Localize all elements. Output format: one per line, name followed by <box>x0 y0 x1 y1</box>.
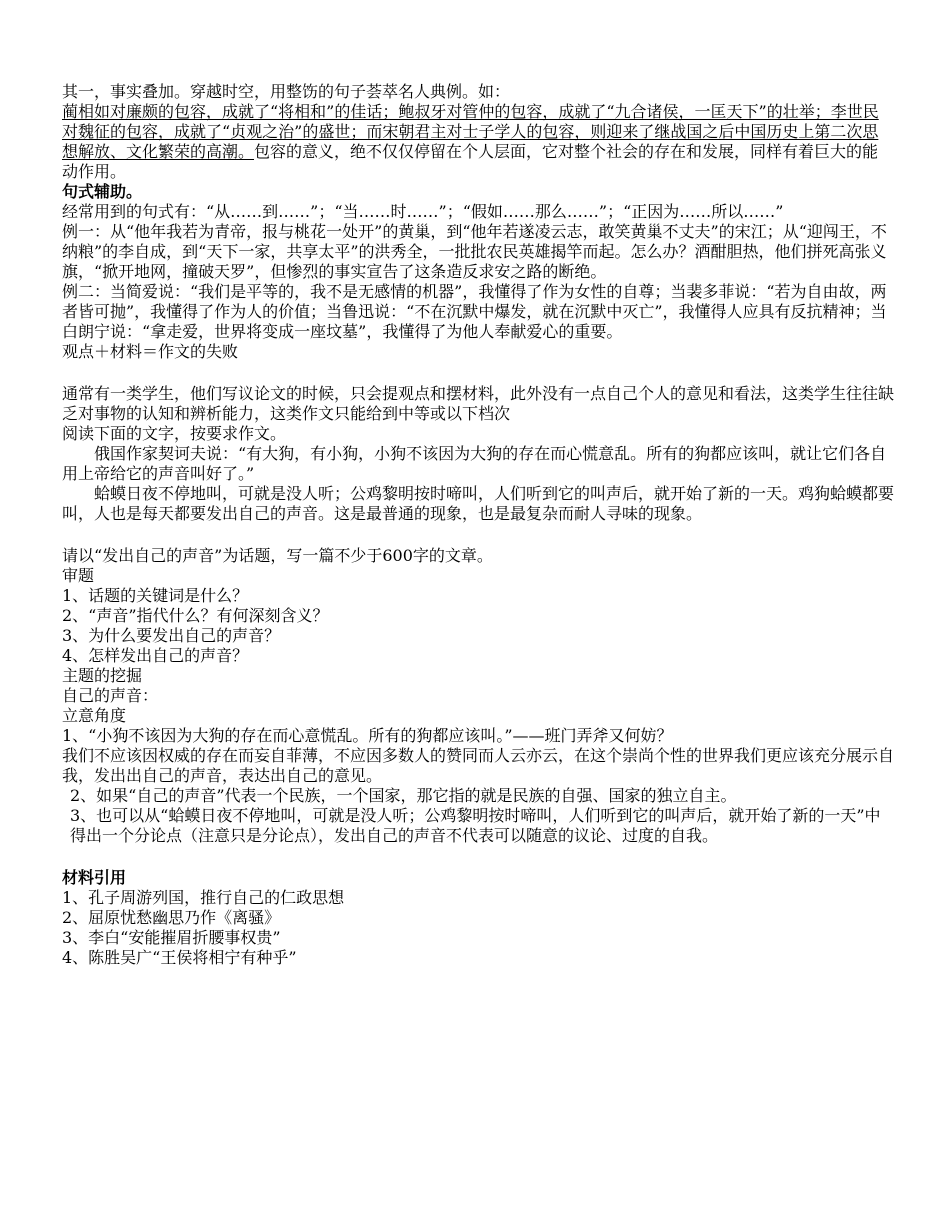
material-3: 3、李白“安能摧眉折腰事权贵” <box>62 928 281 947</box>
heading-material: 材料引用 <box>62 868 127 887</box>
material-4: 4、陈胜吴广“王侯将相宁有种乎” <box>62 948 297 967</box>
heading-sentence-patterns: 句式辅助。 <box>62 182 143 201</box>
heading-angle: 立意角度 <box>62 706 127 725</box>
example-one: 例一：从“他年我若为青帝，报与桃花一处开”的黄巢，到“他年若遂凌云志，敢笑黄巢不丈夫”的宋江；从“迎闯王，不纳粮”的李自成，到“天下一家，共享太平”的洪秀全，一批批农民英雄揭竿而起。怎么办？酒酣胆热，他们拼死高张义旗，“掀开地网，撞破天罗”，但惨烈的事实宣告了这条造反求安之路的断绝。 <box>62 222 887 281</box>
angle-3: 3、也可以从“蛤蟆日夜不停地叫，可就是没人听；公鸡黎明按时啼叫，人们听到它的叫声后，就开始了新的一天”中得出一个分论点（注意只是分论点），发出自己的声音不代表可以随意的议论、过度的自我。 <box>70 806 881 845</box>
paragraph-examples <box>62 102 894 182</box>
paragraph-sentence-patterns: 经常用到的句式有：“从……到……”；“当……时……”；“假如……那么……”；“正因为……所以……” <box>62 202 784 221</box>
own-voice-label: 自己的声音： <box>62 686 159 705</box>
examples-conclusion: 包容的意义，绝不仅仅停留在个人层面，它对整个社会的存在和发展，同样有着巨大的能动作用。 <box>62 142 879 181</box>
heading-shenti: 审题 <box>62 566 95 585</box>
document-body <box>62 82 894 968</box>
prompt-task: 请以“发出自己的声音”为话题，写一篇不少于600字的文章。 <box>62 546 493 565</box>
example-two: 例二：当简爱说：“我们是平等的，我不是无感情的机器”，我懂得了作为女性的自尊；当裴多菲说：“若为自由故，两者皆可抛”，我懂得了作为人的价值；当鲁迅说：“不在沉默中爆发，就在沉默中灭亡”，我懂得人应具有反抗精神；当白朗宁说：“拿走爱，世界将变成一座坟墓”，我懂得了为他人奉献爱心的重要。 <box>62 282 887 341</box>
angle-1: 1、“小狗不该因为大狗的存在而心意慌乱。所有的狗都应该叫。”——班门弄斧又何妨？ <box>62 726 673 745</box>
spacer <box>62 362 894 384</box>
material-1: 1、孔子周游列国，推行自己的仁政思想 <box>62 888 345 907</box>
angle-1-explanation: 我们不应该因权威的存在而妄自菲薄，不应因多数人的赞同而人云亦云，在这个崇尚个性的世界我们更应该充分展示自我，发出出自己的声音，表达出自己的意见。 <box>62 746 895 785</box>
spacer <box>62 524 894 546</box>
paragraph-students: 通常有一类学生，他们写议论文的时候，只会提观点和摆材料，此外没有一点自己个人的意见和看法，这类学生往往缺乏对事物的认知和辨析能力，这类作文只能给到中等或以下档次 <box>62 384 895 423</box>
prompt-instruction: 阅读下面的文字，按要求作文。 <box>62 424 287 443</box>
prompt-toad-rooster: 蛤蟆日夜不停地叫，可就是没人听；公鸡黎明按时啼叫，人们听到它的叫声后，就开始了新的一天。鸡狗蛤蟆都要叫，人也是每天都要发出自己的声音。这是最普通的现象，也是最复杂而耐人寻味的现象。 <box>62 484 895 523</box>
heading-failure: 观点＋材料＝作文的失败 <box>62 342 239 361</box>
question-3: 3、为什么要发出自己的声音？ <box>62 626 281 645</box>
spacer <box>62 846 894 868</box>
heading-theme: 主题的挖掘 <box>62 666 143 685</box>
question-1: 1、话题的关键词是什么？ <box>62 586 249 605</box>
underlined-examples: 蔺相如对廉颇的包容，成就了“将相和”的佳话；鲍叔牙对管仲的包容，成就了“九合诸侯，一匡天下”的壮举；李世民对魏征的包容，成就了“贞观之治”的盛世；而宋朝君主对士子学人的包容，则迎来了继战国之后中国历史上第二次思想解放、文化繁荣的高潮。 <box>62 102 879 161</box>
prompt-chekhov-quote: 俄国作家契诃夫说：“有大狗，有小狗，小狗不该因为大狗的存在而心慌意乱。所有的狗都应该叫，就让它们各自用上帝给它的声音叫好了。” <box>62 444 887 483</box>
question-4: 4、怎样发出自己的声音？ <box>62 646 249 665</box>
material-2: 2、屈原忧愁幽思乃作《离骚》 <box>62 908 281 927</box>
paragraph-intro: 其一，事实叠加。穿越时空，用整饬的句子荟萃名人典例。如： <box>62 82 511 101</box>
angle-2: 2、如果“自己的声音”代表一个民族，一个国家，那它指的就是民族的自强、国家的独立自主。 <box>70 786 737 805</box>
question-2: 2、“声音”指代什么？有何深刻含义？ <box>62 606 329 625</box>
